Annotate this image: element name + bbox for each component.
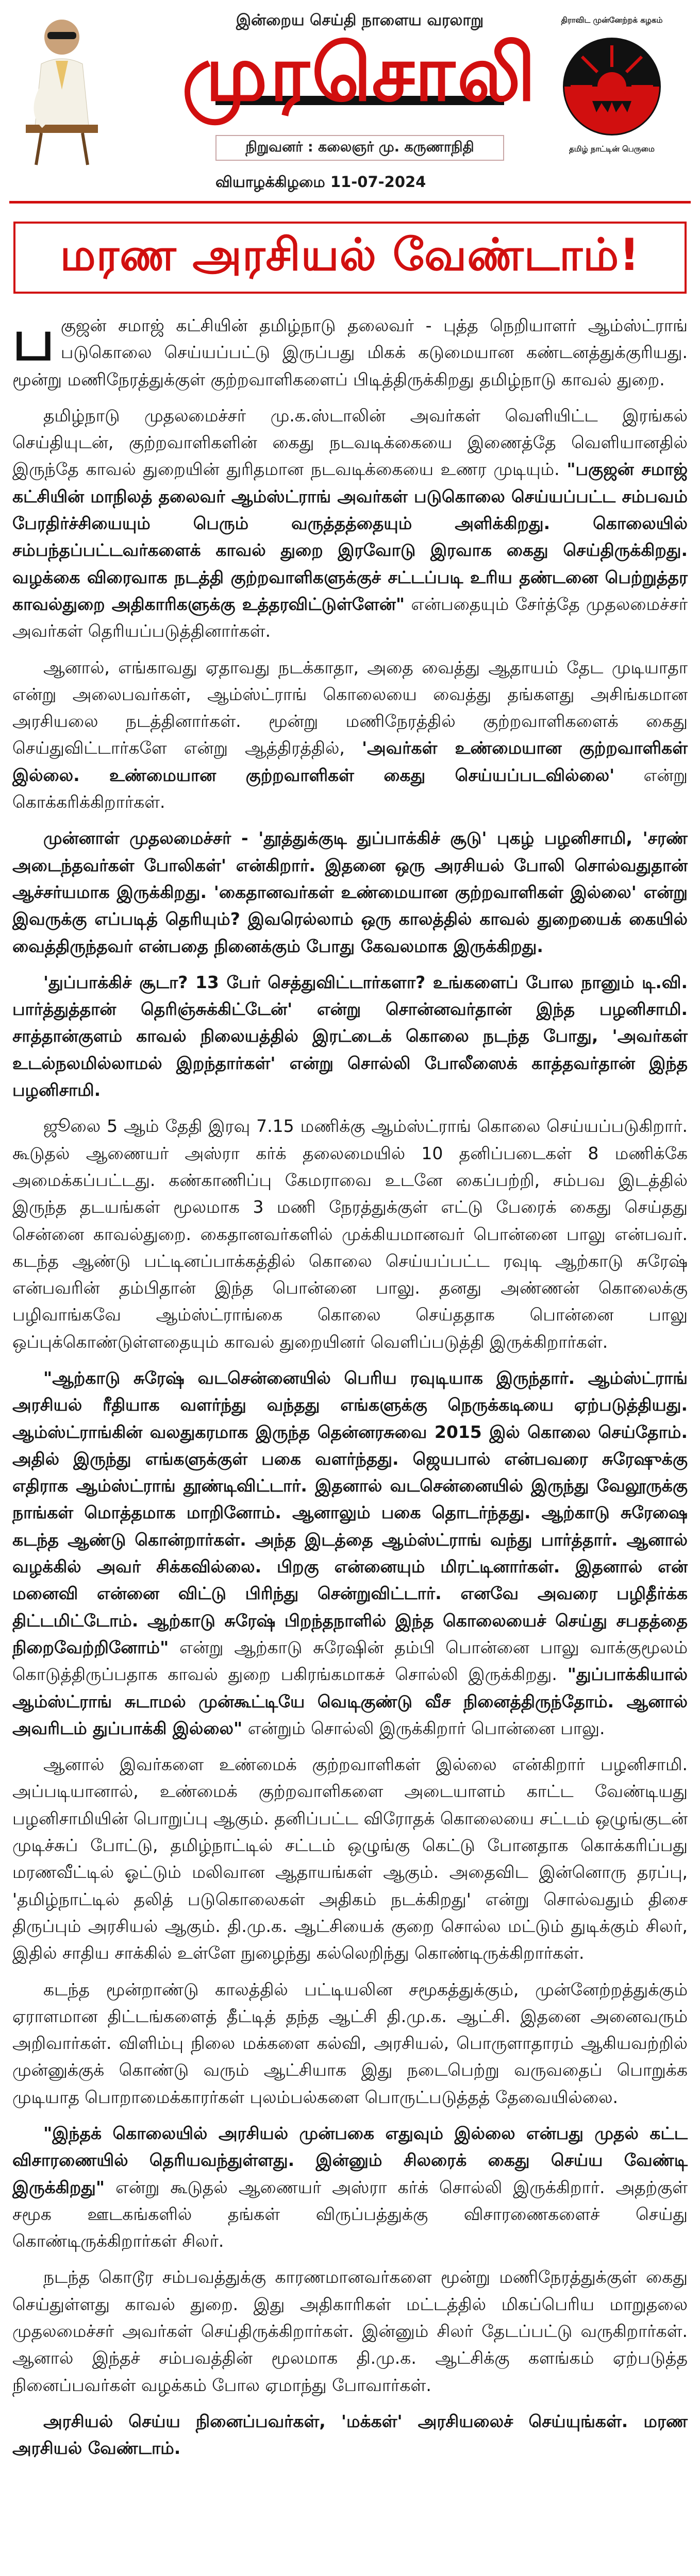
paragraph-9 [12,1976,688,2111]
quote-text: "பகுஜன் சமாஜ் கட்சியின் மாநிலத் தலைவர் ஆம்ஸ்ட்ராங் அவர்கள் படுகொலை செய்யப்பட்ட சம்பவம் பேரதிர்ச்சியையும் பெரும் வருத்தத்தையும் அளிக்கிறது. கொலையில் சம்பந்தப்பட்டவர்களைக் காவல் துறை இரவோடு இரவாக கைது செய்திருக்கிறது. வழக்கை விரைவாக நடத்தி குற்றவாளிகளுக்குச் சட்டப்படி உரிய தண்டனை பெற்றுத்தர காவல்துறை அதிகாரிகளுக்கு உத்தரவிட்டுள்ளேன்" [12,459,688,614]
paragraph-text: என்று கொக்கரிக்கிறார்கள். [12,765,688,812]
paragraph-10 [12,2120,688,2255]
paragraph-text: ஜூலை 5 ஆம் தேதி இரவு 7.15 மணிக்கு ஆம்ஸ்ட்ராங் கொலை செய்யப்படுகிறார். கூடுதல் ஆணையர் அஸ்ரா கர்க் தலைமையில் 10 தனிப்படைகள் 8 மணிக்கே அமைக்கப்பட்டது. கண்காணிப்பு கேமராவை உடனே கைப்பற்றி, சம்பவ இடத்தில் இருந்த தடயங்கள் மூலமாக 3 மணி நேரத்துக்குள் எட்டு பேரைக் கைது செய்தது சென்னை காவல்துறை. கைதானவர்களில் முக்கியமானவர் பொன்னை பாலு என்பவர். கடந்த ஆண்டு பட்டினப்பாக்கத்தில் கொலை செய்யப்பட்ட ரவுடி ஆற்காடு சுரேஷ் என்பவரின் தம்பிதான் இந்த பொன்னை பாலு. தனது அண்ணன் கொலைக்கு பழிவாங்கவே ஆம்ஸ்ட்ராங்கை கொலை செய்ததாக பொன்னை பாலு ஒப்புக்கொண்டுள்ளதையும் காவல் துறையினர் வெளிப்படுத்தி இருக்கிறார்கள். [12,1116,688,1352]
paragraph-text: என்றும் சொல்லி இருக்கிறார் பொன்னை பாலு. [242,1718,605,1738]
quote-text: "துப்பாக்கியால் ஆம்ஸ்ட்ராங் சுடாமல் முன்கூட்டியே வெடிகுண்டு வீச நினைத்திருந்தோம். ஆனால் அவரிடம் துப்பாக்கி இல்லை" [12,1664,688,1738]
paragraph-8 [12,1751,688,1967]
paragraph-2 [12,402,688,645]
founder-credit: நிறுவனர் : கலைஞர் மு. கருணாநிதி [215,135,504,161]
paragraph-text: கடந்த மூன்றாண்டு காலத்தில் பட்டியலின சமூகத்துக்கும், முன்னேற்றத்துக்கும் ஏராளமான திட்டங்களைத் தீட்டித் தந்த ஆட்சி தி.மு.க. ஆட்சி. இதனை அனைவரும் அறிவார்கள். விளிம்பு நிலை மக்களை கல்வி, அரசியல், பொருளாதாரம் ஆகியவற்றில் முன்னுக்குக் கொண்டு வரும் ஆட்சியாக இது நடைபெற்று வருவதைப் பொறுக்க முடியாத பொறாமைக்காரர்கள் புலம்பல்களை பொருட்படுத்தத் தேவையில்லை. [12,1979,688,2107]
masthead-divider [9,201,691,204]
rising-sun-icon [560,35,663,138]
founder-portrait [21,7,103,167]
paragraph-text: ஆனால் இவர்களை உண்மைக் குற்றவாளிகள் இல்லை என்கிறார் பழனிசாமி. அப்படியானால், உண்மைக் குற்றவாளிகளை அடையாளம் காட்ட வேண்டியது பழனிசாமியின் பொறுப்பு ஆகும். தனிப்பட்ட விரோதக் கொலையை சட்டம் ஒழுங்குடன் முடிச்சுப் போட்டு, தமிழ்நாட்டில் சட்டம் ஒழுங்கு கெட்டு போனதாக கொக்கரிப்பது மரணவீட்டில் ஓட்டும் மலிவான ஆதாயங்கள் ஆகும். அதைவிட இன்னொரு தரப்பு, 'தமிழ்நாட்டில் தலித் படுகொலைகள் அதிகம் நடக்கிறது' என்று சொல்வதும் திசை திருப்பும் அரசியல் ஆகும். தி.மு.க. ஆட்சியைக் குறை சொல்ல மட்டும் துடிக்கும் சிலர், இதில் சாதிய சாக்கில் உள்ளே நுழைந்து கல்லெறிந்து கொண்டிருக்கிறார்கள். [12,1754,688,1963]
newspaper-logo [179,30,540,117]
bold-paragraph-text: 'துப்பாக்கிச் சூடா? 13 பேர் செத்துவிட்டார்களா? உங்களைப் போல நானும் டி.வி. பார்த்துத்தான் தெரிஞ்சுக்கிட்டேன்' என்று சொன்னவர்தான் இந்த பழனிசாமி. சாத்தான்குளம் காவல் நிலையத்தில் இரட்டைக் கொலை நடந்த போது, 'அவர்கள் உடல்நலமில்லாமல் இறந்தார்கள்' என்று சொல்லி போலீஸைக் காத்தவர்தான் இந்த பழனிசாமி. [12,972,688,1100]
bold-paragraph-text: முன்னாள் முதலமைச்சர் - 'தூத்துக்குடி துப்பாக்கிச் சூடு' புகழ் பழனிசாமி, 'சரண் அடைந்தவர்கள் போலிகள்' என்கிறார். இதனை ஒரு அரசியல் போலி சொல்வதுதான் ஆச்சர்யமாக இருக்கிறது. 'கைதானவர்கள் உண்மையான குற்றவாளிகள் இல்லை' என்று இவருக்கு எப்படித் தெரியும்? இவரெல்லாம் ஒரு காலத்தில் காவல் துறையைக் கையில் வைத்திருந்தவர் என்பதை நினைக்கும் போது கேவலமாக இருக்கிறது. [12,828,688,956]
paragraph-7 [12,1365,688,1742]
logo-text: முரசொலி [181,29,538,118]
paragraph-5 [12,969,688,1104]
drop-cap: ப [12,307,55,373]
closing-line: அரசியல் செய்ய நினைப்பவர்கள், 'மக்கள்' அரசியலைச் செய்யுங்கள். மரண அரசியல் வேண்டாம். [12,2411,688,2459]
paragraph-1 [12,307,688,393]
paragraph-text: குஜன் சமாஜ் கட்சியின் தமிழ்நாடு தலைவர் - புத்த நெறியாளர் ஆம்ஸ்ட்ராங் படுகொலை செய்யப்பட்டு இருப்பது மிகக் கடுமையான கண்டனத்துக்குரியது. மூன்று மணிநேரத்துக்குள் குற்றவாளிகளைப் பிடித்திருக்கிறது தமிழ்நாடு காவல் துறை. [12,315,688,389]
paragraph-3 [12,654,688,816]
quote-text: 'அவர்கள் உண்மையான குற்றவாளிகள் இல்லை. உண்மையான குற்றவாளிகள் கைது செய்யப்படவில்லை' [12,738,688,785]
quote-text: "ஆற்காடு சுரேஷ் வடசென்னையில் பெரிய ரவுடியாக இருந்தார். ஆம்ஸ்ட்ராங் அரசியல் ரீதியாக வளர்ந்து வந்தது எங்களுக்கு நெருக்கடியை ஏற்படுத்தியது. ஆம்ஸ்ட்ராங்கின் வலதுகரமாக இருந்த தென்னரசுவை 2015 இல் கொலை செய்தோம். அதில் இருந்து எங்களுக்குள் பகை வளர்ந்தது. ஜெயபால் என்பவரை சுரேஷுக்கு எதிராக ஆம்ஸ்ட்ராங் தூண்டிவிட்டார். இதனால் வடசென்னையில் இருந்து வேலூருக்கு நாங்கள் மொத்தமாக மாறினோம். ஆனாலும் பகை தொடர்ந்தது. ஆற்காடு சுரேஷை கடந்த ஆண்டு கொன்றார்கள். அந்த இடத்தை ஆம்ஸ்ட்ராங் வந்து பார்த்தார். ஆனால் வழக்கில் அவர் சிக்கவில்லை. பிறகு என்னையும் மிரட்டினார்கள். இதனால் என் மனைவி என்னை விட்டு பிரிந்து சென்றுவிட்டார். எனவே அவரை பழிதீர்க்க திட்டமிட்டோம். ஆற்காடு சுரேஷ் பிறந்தநாளில் இந்த கொலையைச் செய்து சபதத்தை நிறைவேற்றினோம்" [12,1367,688,1657]
quote-text: "இந்தக் கொலையில் அரசியல் முன்பகை எதுவும் இல்லை என்பது முதல் கட்ட விசாரணையில் தெரியவந்துள்ளது. இன்னும் சிலரைக் கைது செய்ய வேண்டி இருக்கிறது" [12,2123,688,2197]
paragraph-12 [12,2408,688,2462]
editorial-body [12,307,688,2462]
party-emblem [553,15,671,155]
headline-box [13,222,687,294]
paragraph-text: என்று ஆற்காடு சுரேஷின் தம்பி பொன்னை பாலு வாக்குமூலம் கொடுத்திருப்பதாக காவல் துறை பகிரங்கமாகச் சொல்லி இருக்கிறது. [12,1637,688,1685]
paragraph-text: ஆனால், எங்காவது ஏதாவது நடக்காதா, அதை வைத்து ஆதாயம் தேட முடியாதா என்று அலைபவர்கள், ஆம்ஸ்ட்ராங் கொலையை வைத்து தங்களது அசிங்கமான அரசியலை நடத்தினார்கள். மூன்று மணிநேரத்தில் குற்றவாளிகளைக் கைது செய்துவிட்டார்களே என்று ஆத்திரத்தில், [12,657,688,758]
paragraph-11 [12,2264,688,2398]
masthead-tagline: இன்றைய செய்தி நாளைய வரலாறு [236,11,484,29]
paragraph-text: என்பதையும் சேர்த்தே முதலமைச்சர் அவர்கள் தெரியப்படுத்தினார்கள். [12,594,688,641]
editorial-headline: மரண அரசியல் வேண்டாம்! [60,229,640,281]
paragraph-6 [12,1113,688,1355]
paragraph-text: நடந்த கொடூர சம்பவத்துக்கு காரணமானவர்களை மூன்று மணிநேரத்துக்குள் கைது செய்துள்ளது காவல் துறை. இது அதிகாரிகள் மட்டத்தில் மிகப்பெரிய மாறுதலை முதலமைச்சர் அவர்கள் செய்திருக்கிறார்கள். இன்னும் சிலர் தேடப்பட்டு வருகிறார்கள். ஆனால் இந்தச் சம்பவத்தின் மூலமாக தி.மு.க. ஆட்சிக்கு களங்கம் ஏற்படுத்த நினைப்பவர்கள் வழக்கம் போல ஏமாந்து போவார்கள். [12,2267,688,2395]
issue-date: வியாழக்கிழமை 11-07-2024 [215,173,426,191]
emblem-caption-bottom: தமிழ் நாட்டின் பெருமை [569,144,655,154]
paragraph-text: என்று கூடுதல் ஆணையர் அஸ்ரா கர்க் சொல்லி இருக்கிறார். அதற்குள் சமூக ஊடகங்களில் தங்கள் விருப்பத்துக்கு விசாரணைகளைச் செய்து கொண்டிருக்கிறார்கள் சிலர். [12,2177,688,2251]
paragraph-text: தமிழ்நாடு முதலமைச்சர் மு.க.ஸ்டாலின் அவர்கள் வெளியிட்ட இரங்கல் செய்தியுடன், குற்றவாளிகளின் கைது நடவடிக்கையை இணைத்தே வெளியானதில் இருந்தே காவல் துறையின் துரிதமான நடவடிக்கையை உணர முடியும். [12,405,688,480]
paragraph-4 [12,825,688,959]
masthead [9,0,691,216]
emblem-caption-top: திராவிட முன்னேற்றக் கழகம் [561,15,663,25]
